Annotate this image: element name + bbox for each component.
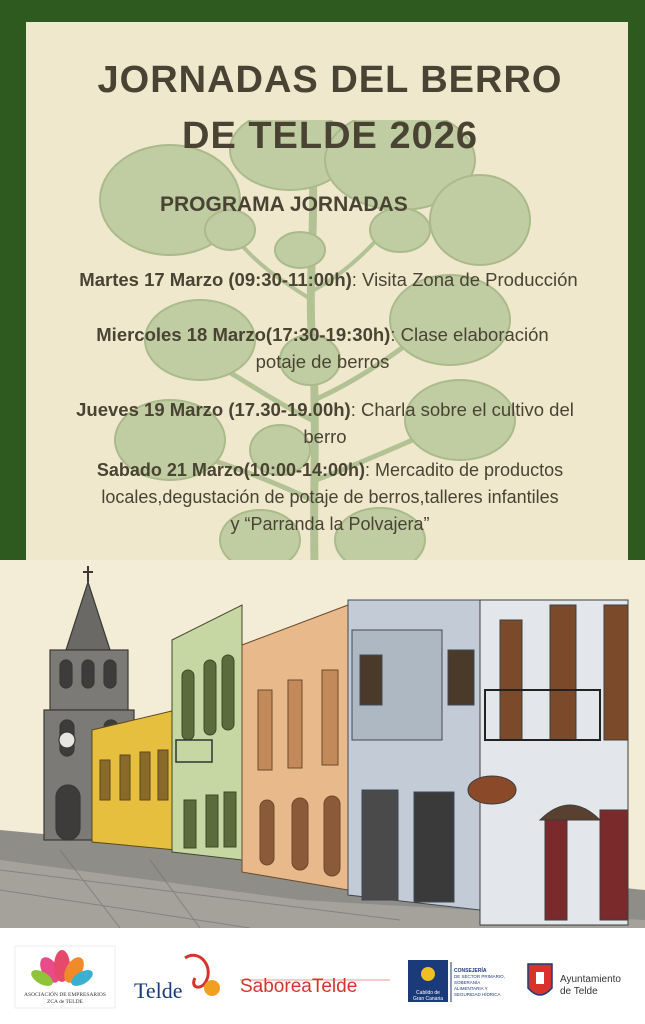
green-frame-top — [0, 0, 645, 22]
event-2-desc: : Clase elaboración — [390, 324, 549, 345]
green-building — [172, 605, 242, 860]
asociacion-text-2: ZCA de TELDE — [47, 999, 83, 1005]
consejeria-text-2: DE SECTOR PRIMARIO, — [454, 974, 505, 979]
program-subtitle: PROGRAMA JORNADAS — [160, 193, 408, 216]
poster-title — [40, 52, 620, 164]
event-3-desc: : Charla sobre el cultivo del — [350, 399, 574, 420]
event-2-date: Miercoles 18 Marzo(17:30-19:30h) — [96, 324, 391, 345]
event-4-date: Sabado 21 Marzo(10:00-14:00h) — [96, 460, 365, 480]
event-1-date: Martes 17 Marzo (09:30-11:00h) — [79, 269, 352, 290]
green-frame-right — [628, 0, 645, 600]
white-building — [468, 600, 628, 925]
consejeria-text-4: ALIMENTARIA Y — [454, 986, 488, 991]
consejeria-text-3: SOBERANÍA — [454, 980, 481, 985]
telde-street-illustration — [0, 560, 645, 928]
telde-logo — [185, 955, 220, 996]
asociacion-text: ASOCIACIÓN DE EMPRESARIOS — [24, 992, 106, 998]
event-1 — [36, 266, 621, 293]
cabildo-text-2: Gran Canaria — [412, 996, 444, 1002]
sponsor-logos-bar — [0, 928, 645, 1024]
event-4-desc-3: y “Parranda la Polvajera” — [230, 514, 430, 534]
ayuntamiento-shield-icon — [528, 964, 552, 995]
event-3 — [30, 396, 620, 450]
blue-building — [348, 600, 480, 910]
event-1-desc: : Visita Zona de Producción — [351, 269, 578, 290]
consejeria-text-5: SEGURIDAD HÍDRICA — [454, 992, 501, 997]
ayuntamiento-text-2: de Telde — [560, 986, 598, 997]
event-2 — [40, 321, 605, 375]
ayuntamiento-text: Ayuntamiento — [560, 974, 621, 985]
saborea-text: SaboreaTelde — [240, 976, 358, 997]
peach-building — [242, 605, 348, 890]
cabildo-text: Cabildo de — [416, 990, 440, 996]
sponsor-logos — [0, 928, 645, 1024]
event-4-desc: : Mercadito de productos — [364, 460, 564, 480]
event-4-desc-2: locales,degustación de potaje de berros,talleres infantiles — [101, 487, 559, 507]
yellow-building — [92, 710, 176, 850]
event-4 — [30, 457, 630, 538]
telde-text: Telde — [134, 978, 183, 1003]
event-3-desc-2: berro — [303, 426, 347, 447]
consejeria-text: CONSEJERÍA — [454, 968, 487, 974]
title-line-2: DE TELDE 2026 — [182, 115, 478, 157]
event-3-date: Jueves 19 Marzo (17.30-19.00h) — [76, 399, 351, 420]
event-2-desc-2: potaje de berros — [255, 351, 390, 372]
title-line-1: JORNADAS DEL BERRO — [97, 59, 563, 101]
